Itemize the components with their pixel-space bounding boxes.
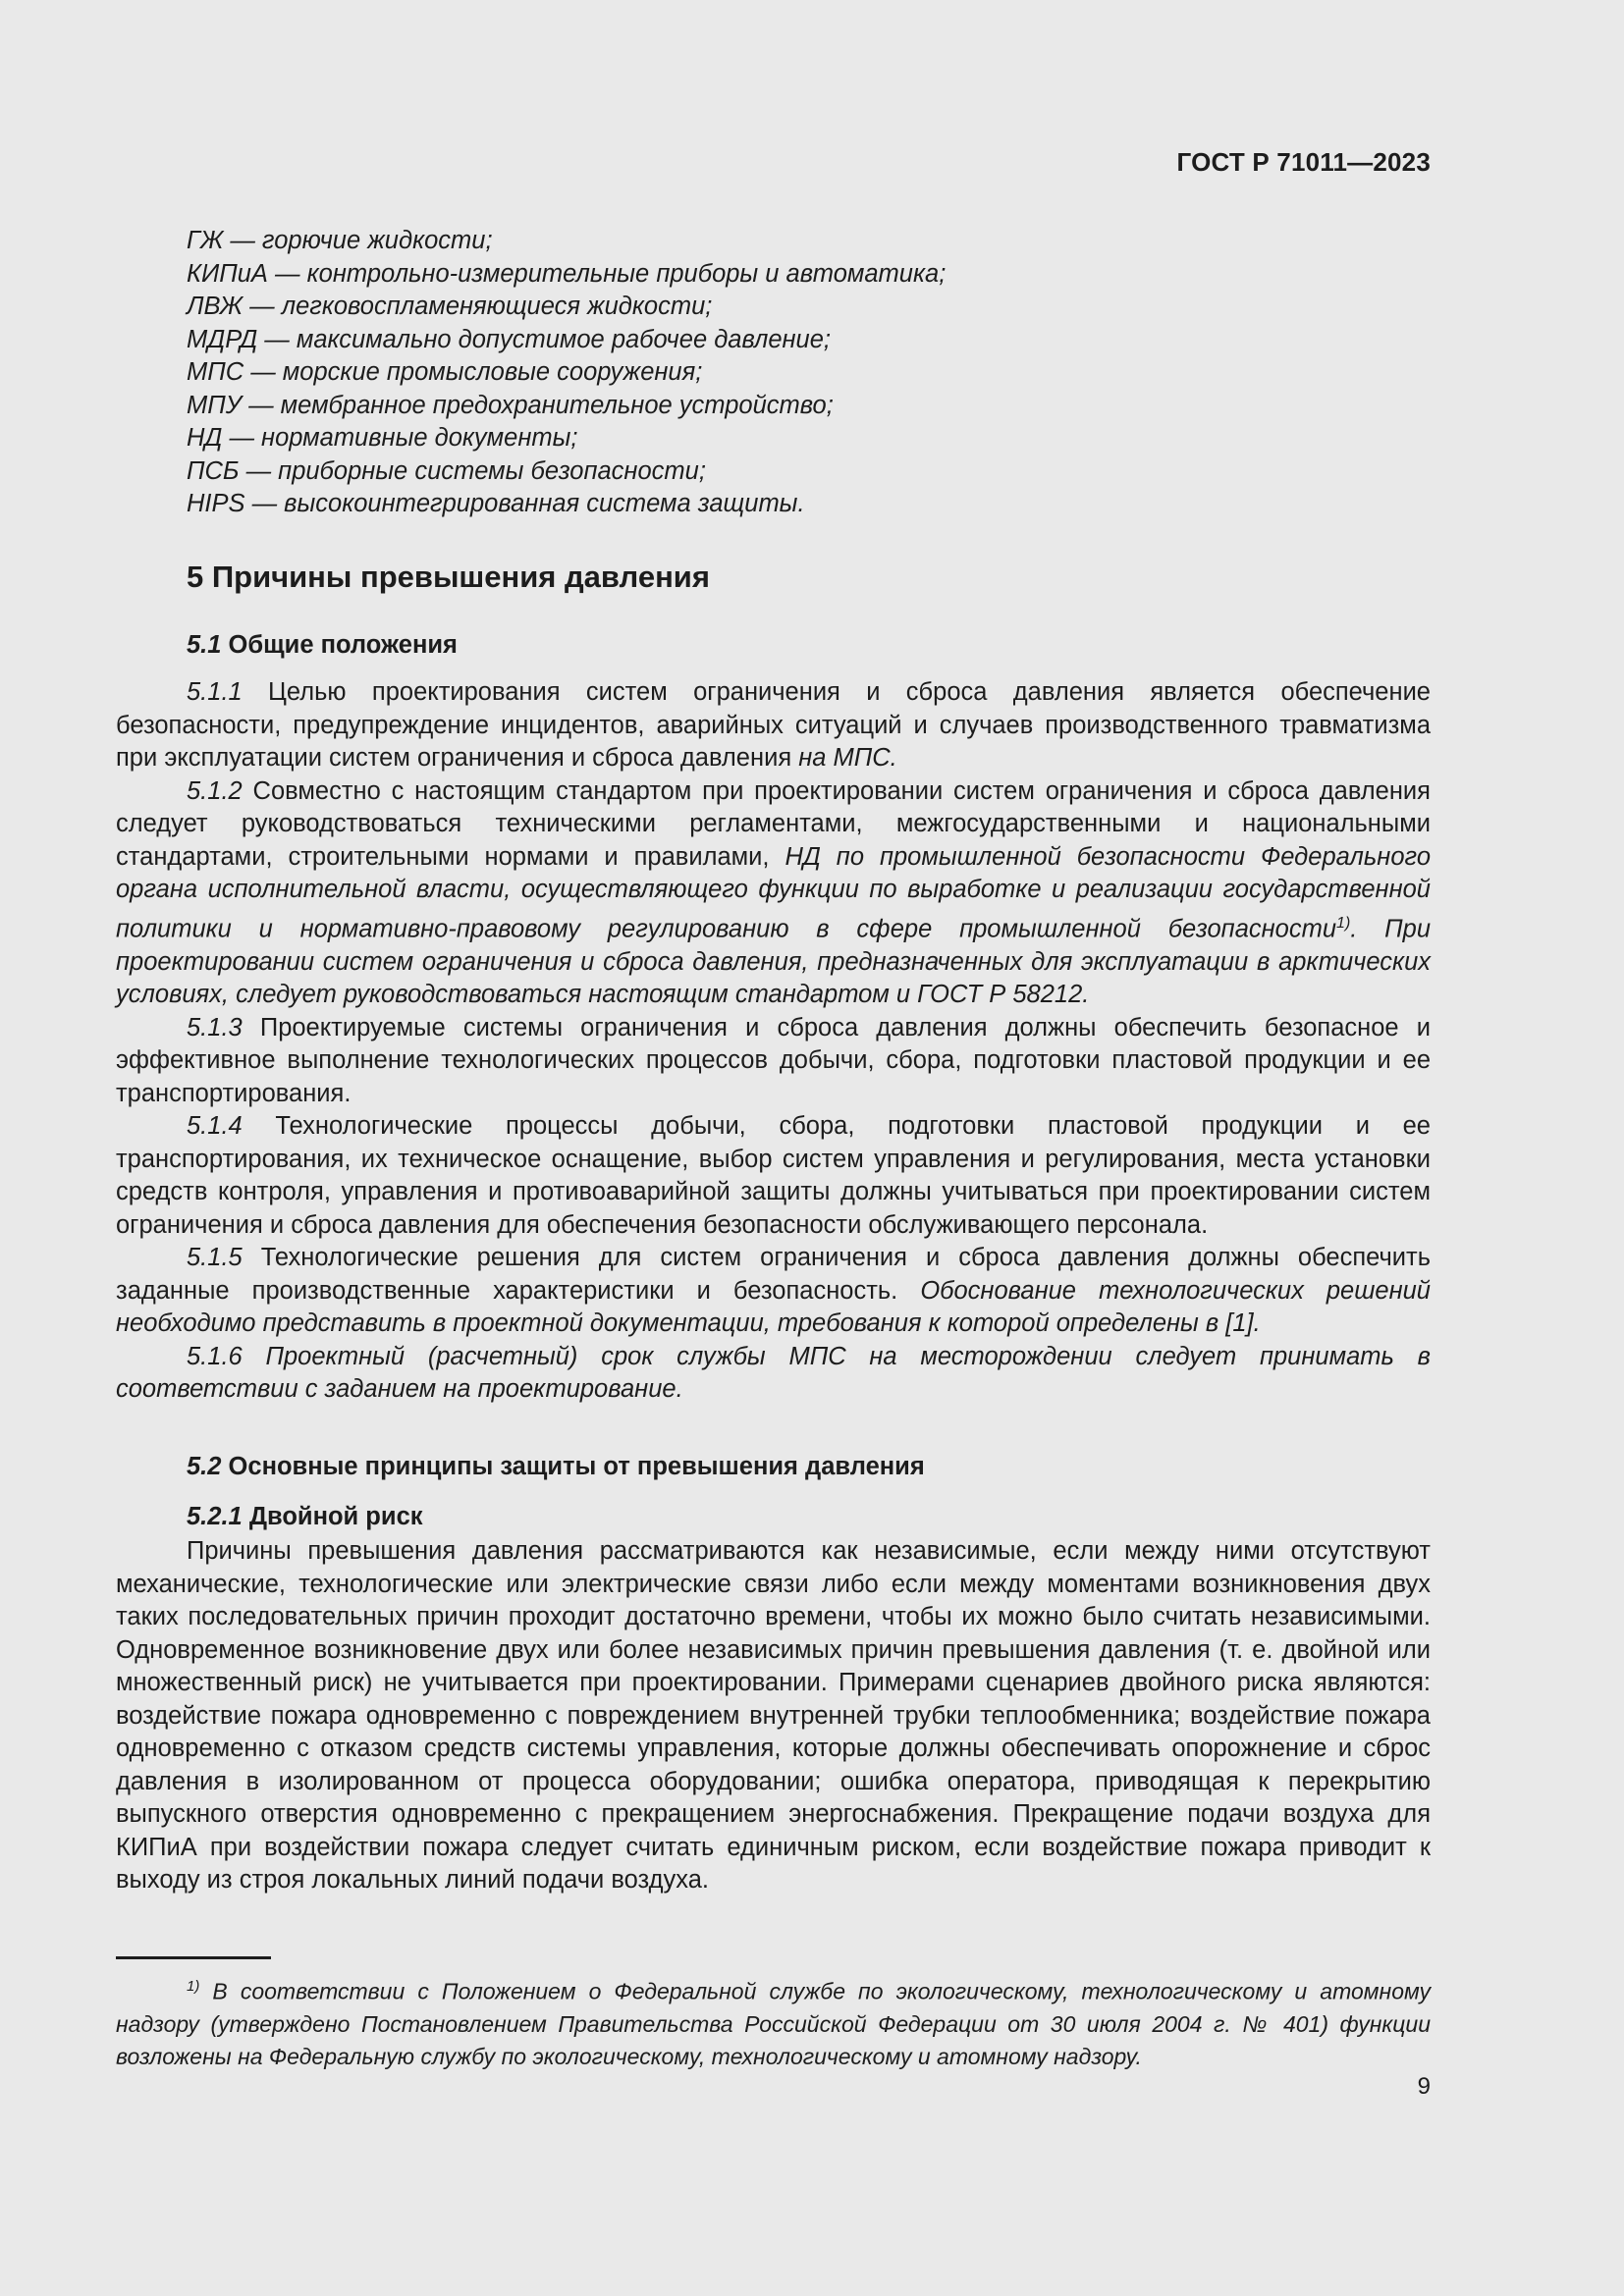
clause-number: 5.1.2 [187,776,243,805]
footnote-mark: 1) [187,1978,200,1995]
paragraph-text: Совместно с настоящим стандартом при проектировании систем ограничения и сброса давления следует руководствоваться техническими регламентами, межгосударственными и национальными стандартами, строительными нормами и правилами, [116,776,1431,871]
subsection-number: 5.2 [187,1453,222,1480]
clause-number: 5.1.4 [187,1112,243,1140]
paragraph-5-1-4 [116,1110,1431,1242]
clause-number: 5.1.1 [187,678,243,706]
page-number: 9 [1417,2073,1431,2100]
paragraph-5-1-5 [116,1242,1431,1341]
section-5-1-body [116,676,1431,1407]
paragraph-italic-text: . При проектировании систем ограничения и сброса давления, предназначенных для эксплуатации в арктических условиях, следует руководствоваться настоящим стандартом и ГОСТ Р 58212. [116,915,1432,1008]
abbreviation-item: ЛВЖ — легковоспламеняющиеся жидкости; [187,293,713,320]
section-heading: 5 Причины превышения давления [187,560,710,594]
abbreviation-item: ПСБ — приборные системы безопасности; [187,456,706,485]
subsection-heading [116,1453,1431,1481]
paragraph-5-1-3 [116,1012,1431,1111]
subsection-number: 5.1 [187,631,222,659]
subsection-5-2-heading-block [116,1453,1431,1481]
paragraph-text: Целью проектирования систем ограничения и сброса давления является обеспечение безопасности, предупреждение инцидентов, аварийных ситуаций и случаев производственного травматизма при эксплуатации систем ограничения и сброса давления [116,678,1431,772]
footnote-reference[interactable]: 1) [1336,914,1351,932]
subsection-title: Общие положения [228,631,458,659]
paragraph-text: Проектируемые системы ограничения и сброса давления должны обеспечить безопасное и эффективное выполнение технологических процессов добычи, сбора, подготовки пластовой продукции и ее транспортирования. [116,1013,1431,1107]
abbreviation-item: КИПиА — контрольно-измерительные приборы и автоматика; [187,259,947,288]
subsubsection-heading [116,1503,1431,1531]
subsection-title: Основные принципы защиты от превышения давления [228,1453,925,1480]
footnote-divider [116,1956,271,1959]
paragraph-5-1-1 [116,676,1431,775]
document-header: ГОСТ Р 71011—2023 [1176,147,1431,177]
subsection-5-2-1-heading-block [116,1503,1431,1531]
clause-number: 5.1.5 [187,1244,243,1271]
section-5-heading-block [116,560,1431,595]
abbreviations-list [187,225,1434,521]
paragraph-italic-text: Проектный (расчетный) срок службы МПС на месторождении следует принимать в соответствии с заданием на проектирование. [116,1342,1431,1403]
abbreviation-item: МПС — морские промысловые сооружения; [187,358,703,386]
subsection-5-1-heading-block [116,631,1431,660]
paragraph-text: Технологические процессы добычи, сбора, подготовки пластовой продукции и ее транспортирования, их техническое оснащение, выбор систем управления и регулирования, места установки средств контроля, управления и противоаварийной защиты должны учитываться при проектировании систем ограничения и сброса давления для обеспечения безопасности обслуживающего персонала. [116,1112,1431,1239]
abbreviation-item: МДРД — максимально допустимое рабочее давление; [187,325,831,353]
paragraph-double-risk: Причины превышения давления рассматриваются как независимые, если между ними отсутствуют механические, технологические или электрические связи либо если между моментами возникновения двух таких последовательных причин проходит достаточно времени, чтобы их можно было считать независимыми. Одновременное возникновение двух или более независимых причин превышения давления (т. е. двойной или множественный риск) не учитывается при проектировании. Примерами сценариев двойного риска являются: воздействие пожара одновременно с повреждением внутренней трубки теплообменника; воздействие пожара одновременно с отказом средств системы управления, которые должны обеспечивать опорожнение и сброс давления в изолированном от процесса оборудовании; ошибка оператора, приводящая к перекрытию выпускного отверстия одновременно с прекращением энергоснабжения. Прекращение подачи воздуха для КИПиА при воздействии пожара следует считать единичным риском, если воздействие пожара приводит к выходу из строя локальных линий подачи воздуха. [116,1537,1431,1894]
paragraph-5-1-2 [116,775,1431,1012]
paragraph-italic-text: Обоснование технологических решений необходимо представить в проектной документации, требования к которой определены в [1]. [116,1276,1431,1337]
clause-number: 5.1.6 [187,1342,243,1370]
paragraph-5-1-6 [116,1341,1431,1407]
footnote-text: В соответствии с Положением о Федеральной службе по экологическому, технологическому и атомному надзору (утверждено Постановлением Правительства Российской Федерации от 30 июля 2004 г. № 401) функции возложены на Федеральную службу по экологическому, технологическому и атомному надзору. [116,1978,1431,2069]
footnote [116,1970,1431,2073]
paragraph-text: Технологические решения для систем ограничения и сброса давления должны обеспечить заданные производственные характеристики и безопасность. [116,1244,1431,1305]
abbreviation-item: ГЖ — горючие жидкости; [187,227,493,254]
abbreviation-item: HIPS — высокоинтегрированная система защиты. [187,490,805,517]
paragraph-italic-text: на МПС. [798,744,897,772]
section-5-2-1-body [116,1535,1431,1897]
clause-number: 5.1.3 [187,1013,243,1041]
abbreviation-item: НД — нормативные документы; [187,424,578,452]
abbreviation-item: МПУ — мембранное предохранительное устройство; [187,391,834,419]
subsection-heading [116,631,1431,660]
subsubsection-title: Двойной риск [248,1503,423,1530]
subsubsection-number: 5.2.1 [187,1503,243,1530]
paragraph-italic-text: НД по промышленной безопасности Федерального органа исполнительной власти, осуществляющего функции по выработке и реализации государственной политики и нормативно-правовому регулированию в сфере промышленной безопасности [116,842,1431,942]
